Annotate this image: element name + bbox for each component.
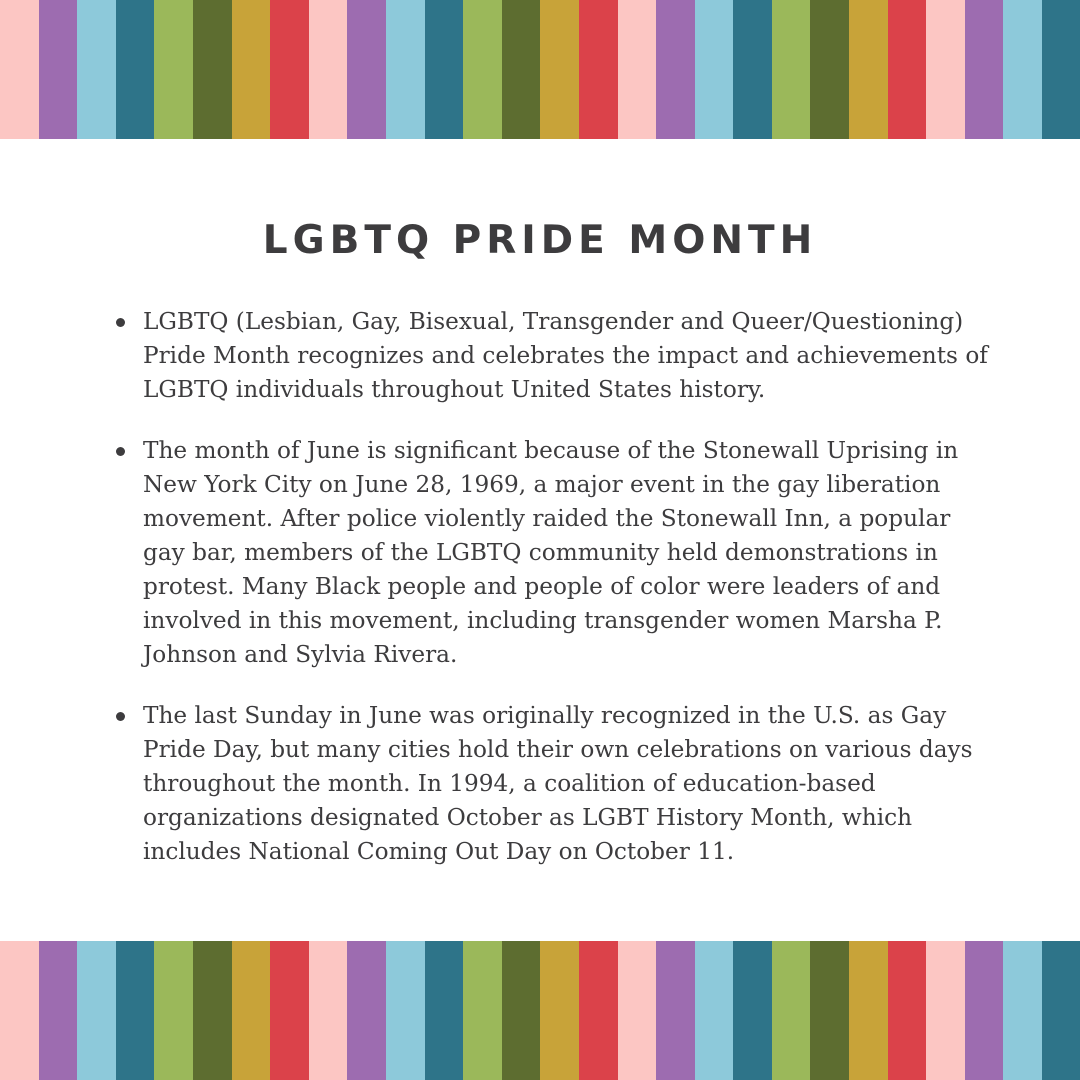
color-stripe (656, 941, 695, 1080)
color-stripe (540, 0, 579, 139)
color-stripe (1042, 941, 1080, 1080)
bullet-dot-icon (116, 447, 125, 456)
color-stripe (77, 941, 116, 1080)
color-stripe (309, 0, 348, 139)
bullet-text: The last Sunday in June was originally recognized in the U.S. as Gay Pride Day, but many cities hold their own celebrations on various days throughout the month. In 1994, a coalition of education-based organizations designated October as LGBT History Month, which includes National Coming Out Day on October 11. (143, 702, 973, 865)
color-stripe (1042, 0, 1080, 139)
color-stripe (888, 941, 927, 1080)
color-stripe (386, 0, 425, 139)
color-stripe (232, 941, 271, 1080)
page-title: LGBTQ PRIDE MONTH (262, 218, 818, 263)
color-stripe (270, 0, 309, 139)
bullet-item (113, 699, 993, 869)
color-stripe (772, 941, 811, 1080)
bottom-stripe-band (0, 941, 1080, 1080)
top-stripe-band (0, 0, 1080, 139)
color-stripe (39, 941, 78, 1080)
color-stripe (193, 0, 232, 139)
color-stripe (0, 0, 39, 139)
color-stripe (965, 941, 1004, 1080)
color-stripe (0, 941, 39, 1080)
bullet-text: LGBTQ (Lesbian, Gay, Bisexual, Transgender and Queer/Questioning) Pride Month recognizes and celebrates the impact and achievements of LGBTQ individuals throughout United States history. (143, 308, 988, 403)
bullet-item (113, 305, 993, 407)
color-stripe (309, 941, 348, 1080)
color-stripe (116, 0, 155, 139)
bullet-text: The month of June is significant because of the Stonewall Uprising in New York City on June 28, 1969, a major event in the gay liberation movement. After police violently raided the Stonewall Inn, a popular gay bar, members of the LGBTQ community held demonstrations in protest. Many Black people and people of color were leaders of and involved in this movement, including transgender women Marsha P. Johnson and Sylvia Rivera. (143, 437, 959, 668)
color-stripe (154, 941, 193, 1080)
color-stripe (463, 0, 502, 139)
color-stripe (579, 0, 618, 139)
color-stripe (733, 941, 772, 1080)
color-stripe (733, 0, 772, 139)
color-stripe (77, 0, 116, 139)
color-stripe (618, 0, 657, 139)
color-stripe (463, 941, 502, 1080)
color-stripe (540, 941, 579, 1080)
bullet-dot-icon (116, 318, 125, 327)
color-stripe (618, 941, 657, 1080)
bullet-item (113, 434, 993, 672)
color-stripe (154, 0, 193, 139)
color-stripe (656, 0, 695, 139)
color-stripe (926, 0, 965, 139)
color-stripe (502, 941, 541, 1080)
color-stripe (232, 0, 271, 139)
color-stripe (849, 0, 888, 139)
color-stripe (810, 0, 849, 139)
bullet-dot-icon (116, 712, 125, 721)
color-stripe (888, 0, 927, 139)
color-stripe (1003, 941, 1042, 1080)
color-stripe (772, 0, 811, 139)
color-stripe (849, 941, 888, 1080)
color-stripe (1003, 0, 1042, 139)
color-stripe (810, 941, 849, 1080)
color-stripe (502, 0, 541, 139)
color-stripe (386, 941, 425, 1080)
color-stripe (270, 941, 309, 1080)
color-stripe (579, 941, 618, 1080)
color-stripe (965, 0, 1004, 139)
color-stripe (347, 941, 386, 1080)
color-stripe (926, 941, 965, 1080)
color-stripe (193, 941, 232, 1080)
color-stripe (425, 941, 464, 1080)
color-stripe (116, 941, 155, 1080)
color-stripe (695, 0, 734, 139)
color-stripe (695, 941, 734, 1080)
color-stripe (347, 0, 386, 139)
bullet-list (113, 305, 993, 896)
color-stripe (425, 0, 464, 139)
color-stripe (39, 0, 78, 139)
